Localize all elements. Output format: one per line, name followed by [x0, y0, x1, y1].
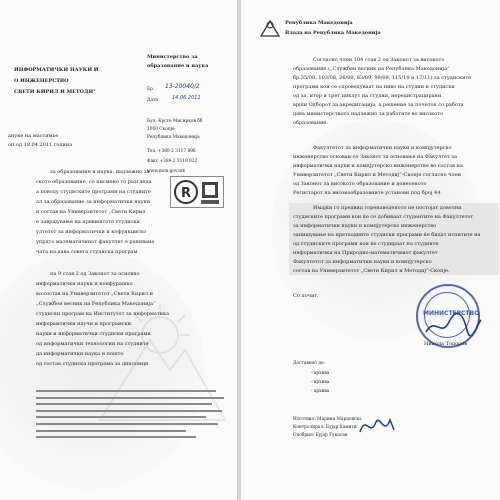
highlight-line: состав на Универзитетот „Свети Кирил и Методиј“-Скопје. — [293, 268, 450, 274]
received-number: 13-20040/2 — [165, 83, 200, 90]
ministry-title-line-2: образование и наука — [147, 63, 209, 69]
highlight-line: Имајќи го предвид горенаведеното не постојат доволни — [313, 205, 462, 211]
body-text-line: информатички науки и конфурашко — [36, 281, 133, 287]
body-text-line: упрдто математичкиот факултет е раниване — [36, 239, 155, 245]
body-text-line: е завршување на прввиштото студиски — [36, 219, 140, 225]
highlight-line: информатички на Природно-математичкиот факултет — [293, 250, 438, 256]
minister-name: Никола Тодоров — [424, 341, 468, 347]
paragraph-2-line: информатички науки и компјутерско инженерство во состав на — [293, 163, 463, 169]
body-text-line: од состав студиска програма за дипломци — [36, 361, 149, 367]
paragraph-1-line: програми кои се спроведуваат на ниво на студии и студиски — [293, 84, 455, 90]
body-text-line: во состав на Универзитетот „Свети Кирил и — [36, 291, 153, 297]
cc-label: Доставено до: — [293, 361, 325, 366]
right-document-page — [241, 0, 500, 500]
footer-line: Одобрил: Бујар Ѓукасан — [293, 433, 348, 438]
body-text-line: „Службен весник на Република Македонија“ — [36, 301, 156, 307]
paragraph-1-line: дава министерството надлежно за работите во високото — [293, 111, 444, 117]
body-text-line: за образование и наука, надлежно за — [50, 169, 150, 175]
cc-item: - архива — [311, 371, 330, 376]
faculty-header-line-2: О ИНЖЕНЕРСТВО — [14, 78, 69, 84]
paragraph-1-line: бр.35/08, 103/08, 26/09, 83/09, 99/09, 115/10 и 17/11) за студиските — [293, 75, 472, 81]
highlight-line: од студиските програми кои ќе студираат на студиите — [293, 241, 439, 247]
ministry-contact-line: www.mon.gov.mk — [147, 169, 185, 174]
subject-line-1: ануке на массимье — [8, 133, 59, 139]
ministry-contact-line: Бул. Крсте Мисирков бб — [147, 119, 203, 124]
body-text-line: и состав на Универзитетот „Свети Кирил — [36, 209, 146, 215]
ministry-contact-line: Факс +389 2 3118 022 — [147, 159, 198, 164]
body-text-line: од информатички технологии на студиите — [36, 341, 149, 347]
paragraph-1-line: образование. — [293, 120, 328, 126]
republic-header: Република Македонија — [285, 20, 353, 26]
faculty-header-line-3: СВЕТИ КИРИЛ И МЕТОДИ" — [14, 89, 96, 95]
subject-line-2: оп од 18.04.2011 година — [8, 142, 73, 148]
highlight-line: за информатички науки и компјутерско инженерство — [293, 223, 437, 229]
iso-certification-logos — [170, 176, 224, 208]
body-text-line: а поводу студиските програми на студиите — [36, 189, 151, 195]
footer-line: Изготвил: Марина Марцовска — [293, 417, 362, 422]
ministry-contact-line: Република Македонија — [147, 135, 200, 140]
ministry-contact-line: Тел. +389 2 3117 896 — [147, 149, 196, 154]
faculty-header-line-1: ИНФОРМАТИЧКИ НАУКИ И — [14, 67, 99, 73]
coat-of-arms-icon — [259, 18, 281, 38]
left-document-page — [0, 0, 237, 500]
closing-greeting: Со почит, — [293, 293, 319, 299]
body-text-line: дa информатички наука и пошто — [36, 351, 124, 357]
paragraph-2-line: инженерство основан со Законот за основање на Факултет за — [293, 154, 458, 160]
svg-text:R: R — [181, 186, 192, 201]
body-text-line: ското образование, со писмено го разгледа — [36, 179, 152, 185]
footer-line: Контролирал: Бујар Хамити — [293, 425, 357, 430]
body-text-line: ултетот за информатички и кофункциско — [36, 229, 147, 235]
paragraph-1-line: образование („Службен весник на Република Македонија“ — [293, 66, 450, 72]
paragraph-2-line: од Законот за високото образование и донесеното — [293, 181, 427, 187]
body-text-line: ал за образование за информатички науки — [36, 199, 151, 205]
highlight-line: запишување на претходните студиски програми ќе бидат испитите на — [293, 232, 481, 238]
initials-signature — [356, 412, 398, 442]
cc-item: - архива — [311, 380, 330, 385]
paragraph-2-line: Регистарот на високообразовните установи под број 44. — [293, 190, 443, 196]
highlight-line: Факултетот за информатички науки и компјутерско — [293, 259, 432, 265]
highlight-line: студиските програми кои ќе се добиваат студентите на Факултетот — [293, 214, 474, 220]
cc-item: - архива — [311, 389, 330, 394]
paragraph-1-line: Согласно член 104 став 2 од Законот за високото — [313, 57, 445, 63]
body-text-line: на 9 став 2 од Законот за основно — [50, 271, 140, 277]
paragraph-1-line: од за, итор и трет циклус на студии, нередистрацирани — [293, 93, 442, 99]
body-text-line: студиски програм на Институтот за информатика — [36, 311, 170, 317]
body-text-line: чата на дава совега студиска програм — [36, 249, 138, 255]
ministry-title-line-1: Министерство за — [147, 54, 198, 60]
body-text-line: инфорамтички научи и програмски — [36, 321, 132, 327]
minister-signature — [423, 310, 483, 340]
government-header: Влада на Република Македонија — [285, 30, 381, 36]
ministry-contact-line: 1000 Скопје — [147, 127, 175, 132]
received-date: 14.06.2011 — [172, 95, 201, 101]
body-text-line: науки и информатички студиски програми — [36, 331, 151, 337]
paragraph-2-line: Универзитетот „Свети Кирил и Методиј“-Скопје согласно член — [293, 172, 462, 178]
paragraph-1-line: врши Одборот за акредитација, а решение за почеток со работа — [293, 102, 464, 108]
certification-r-icon — [171, 177, 223, 207]
body-paragraph-lower — [36, 390, 226, 443]
received-date-label: Дата — [147, 98, 158, 103]
received-number-label: Бр. — [147, 87, 155, 92]
stamp-text: МИНИСТЕРСТВО — [423, 310, 480, 317]
paragraph-2-line: Факултетот за информатички науки и компјутерско — [313, 145, 452, 151]
